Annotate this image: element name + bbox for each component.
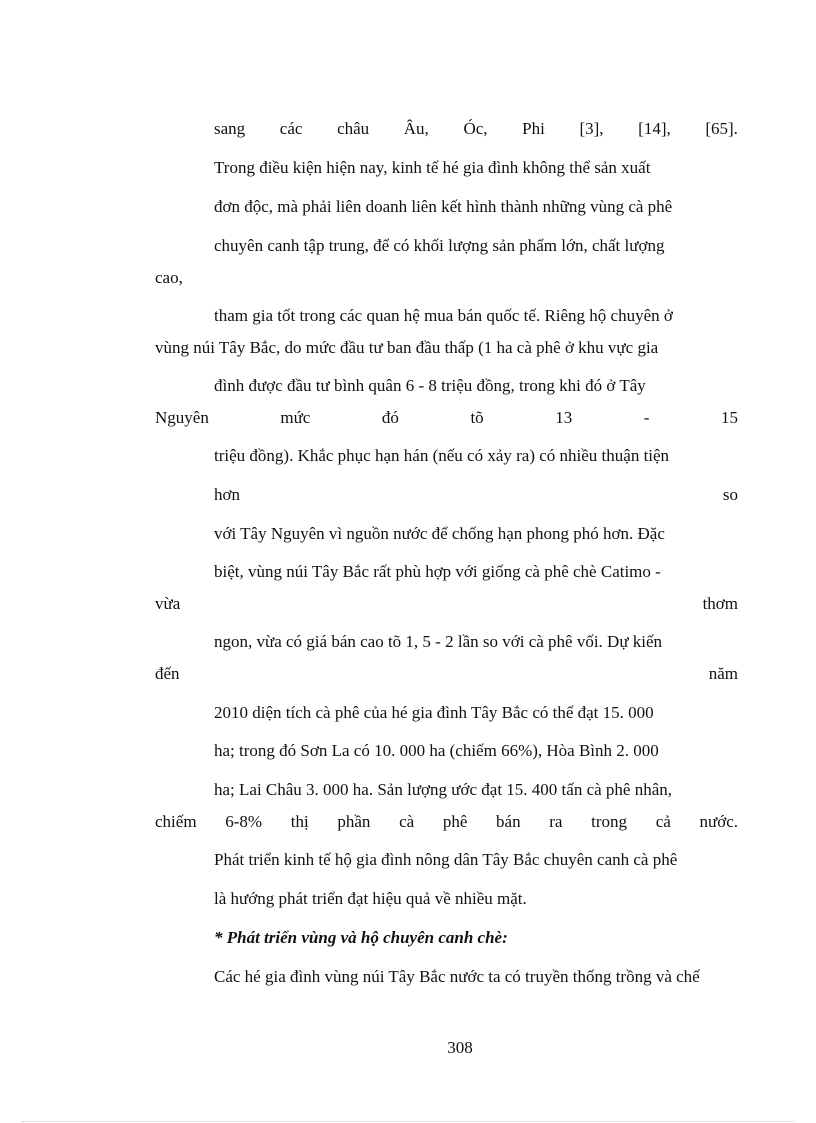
section-heading: * Phát triển vùng và hộ chuyên canh chè: [214,928,508,947]
text-line: Nguyên mức đó tõ 13 - 15 [155,408,738,427]
text-line: là hướng phát triển đạt hiệu quả về nhiều mặt. [214,889,527,908]
text-line: biệt, vùng núi Tây Bắc rất phù hợp với giống cà phê chè Catimo - [214,562,661,581]
page-number: 308 [447,1038,473,1057]
text-line: Phát triển kinh tế hộ gia đình nông dân Tây Bắc chuyên canh cà phê [214,850,678,869]
text-line: 2010 diện tích cà phê của hé gia đình Tây Bắc có thể đạt 15. 000 [214,703,654,722]
text-line: ngon, vừa có giá bán cao tõ 1, 5 - 2 lần so với cà phê vối. Dự kiến [214,632,663,651]
text-line: triệu đồng). Khắc phục hạn hán (nếu có xảy ra) có nhiều thuận tiện [214,446,670,465]
text-line: Các hé gia đình vùng núi Tây Bắc nước ta có truyền thống trồng và chế [214,967,700,986]
text-line: với Tây Nguyên vì nguồn nước để chống hạn phong phó hơn. Đặc [214,524,665,543]
text-line: vừa thơm [155,594,738,613]
text-line: hơn so [214,485,738,504]
text-line: cao, [155,268,183,287]
text-line: chiếm 6-8% thị phần cà phê bán ra trong cả nước. [155,812,738,831]
text-line: đơn độc, mà phải liên doanh liên kết hình thành những vùng cà phê [214,197,673,216]
text-line: đình được đầu tư bình quân 6 - 8 triệu đồng, trong khi đó ở Tây [214,376,646,395]
text-line: đến năm [155,664,738,683]
text-line: Trong điều kiện hiện nay, kinh tế hé gia đình không thể sản xuất [214,158,651,177]
text-line: chuyên canh tập trung, để có khối lượng sản phẩm lớn, chất lượng [214,236,665,255]
text-line: ha; Lai Châu 3. 000 ha. Sản lượng ước đạt 15. 400 tấn cà phê nhân, [214,780,672,799]
text-line: tham gia tốt trong các quan hệ mua bán quốc tế. Riêng hộ chuyên ở [214,306,673,325]
text-line: sang các châu Âu, Óc, Phi [3], [14], [65]. [214,119,738,138]
text-line: ha; trong đó Sơn La có 10. 000 ha (chiếm 66%), Hòa Bình 2. 000 [214,741,659,760]
page-bottom-rule [22,1121,794,1122]
text-line: vùng núi Tây Bắc, do mức đầu tư ban đầu thấp (1 ha cà phê ở khu vực gia [155,338,659,357]
